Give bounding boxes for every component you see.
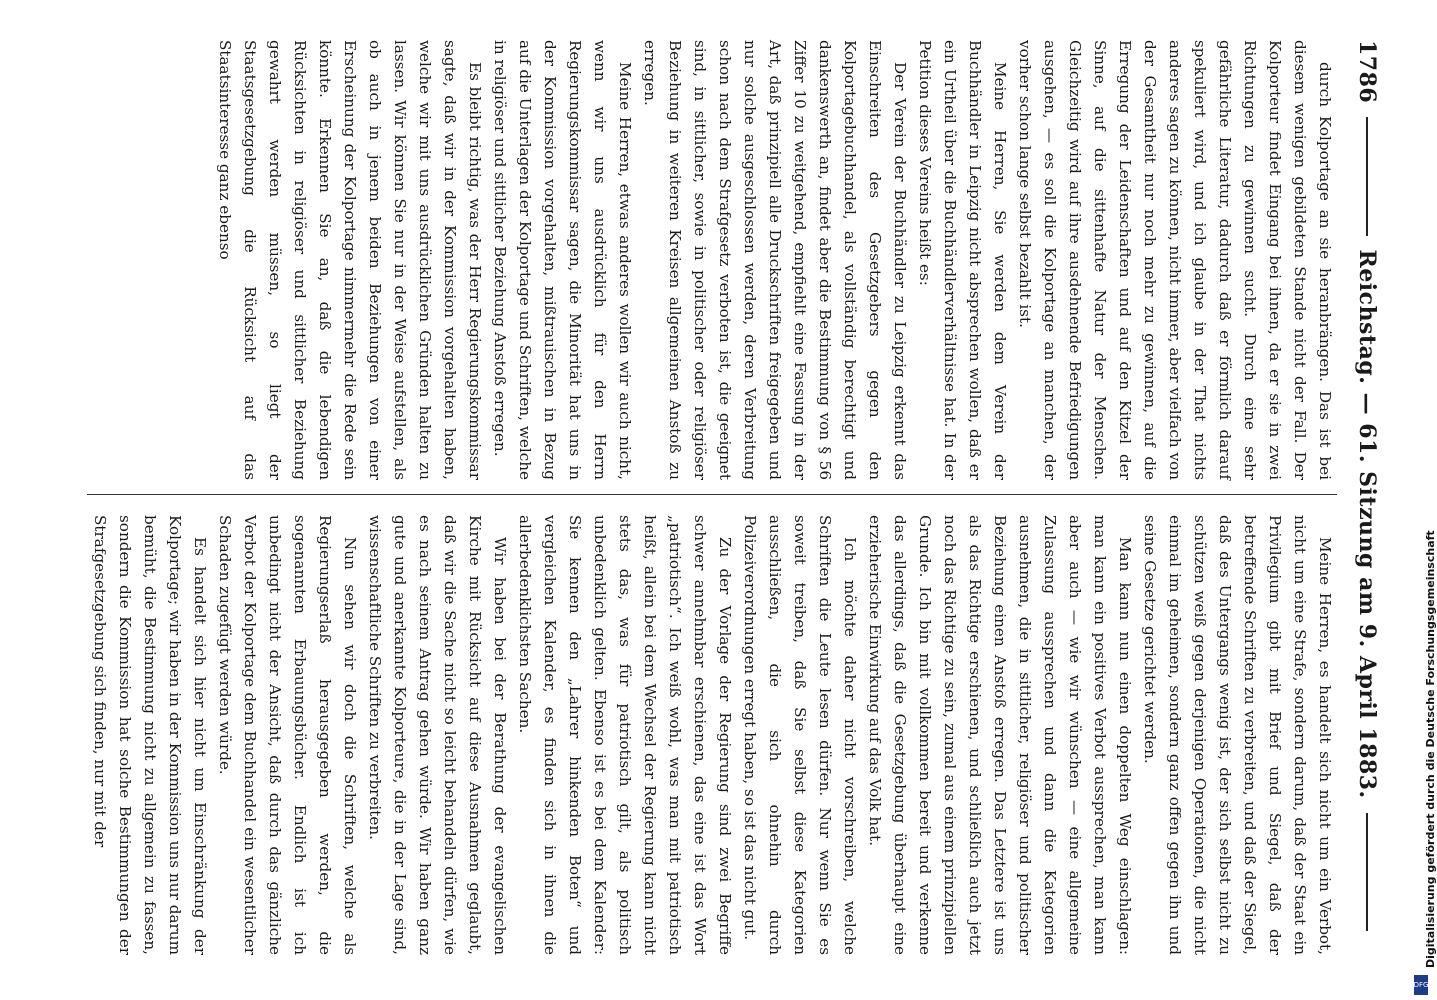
page-title: Reichstag. — 61. Sitzung am 9. April 1883. bbox=[1354, 249, 1380, 799]
paragraph: durch Kolportage an sie heranbrängen. Das ist bei diesem wenigen gebildeten Stande nicht der Fall. Der Kolporteur findet Eingang bei ihnen, da er sie in zwei Richtungen zu gewinnen sucht. Durch eine sehr gefährliche Literatur, dadurch daß er förmlich darauf spekuliert wird, und ich glaube in der That nichts anderes sagen zu können, nicht immer, aber vielfach von der Gesamtheit nur noch mehr zu gewinnen, auf die Erregung der Leidenschaften und auf den Kitzel der Sinne, auf die sittenhafte Natur der Menschen. Gleichzeitig wird auf ihre ausdehnende Befriedigungen ausgehen, — es soll die Kolportage an manchen, der vorher schon lange selbst bezahlt ist. bbox=[1016, 40, 1334, 480]
paragraph: Zu der Vorlage der Regierung sind zwei Begriffe schwer annehmbar erschienen, das eine ist das Wort „patriotisch“. Ich weiß wohl, was man mit patriotisch heißt, allein bei dem Wechsel der Regierung kann nicht stets das, was für patriotisch gilt, als politisch unbedenklich gelten. Ebenso ist es bei dem Kalender: Sie kennen den „Lahrer hinkenden Boten“ und vergleichen Kalender, es finden sich in ihnen die allerbedenklichsten Sachen. bbox=[516, 515, 734, 955]
page-header bbox=[1347, 40, 1387, 945]
left-column bbox=[212, 40, 1337, 480]
header-rule-right bbox=[1366, 813, 1368, 931]
paragraph: Meine Herren, es handelt sich nicht um ein Verbot, nicht um eine Strafe, sondern darum, daß der Staat ein Privilegium gibt mit Brief und Siegel, daß der betreffende Schriften zu verbreiten, und daß der Siegel, daß des Untergangs wenig ist, der sich selbst nicht zu schützen weiß gegen derjenigen Operationen, die nicht einmal im geheimen, sondern ganz offen gegen ihn und seine Gesetze gerichtet werden. bbox=[1141, 515, 1334, 955]
paragraph: Meine Herren, etwas anderes wollen wir auch nicht, wenn wir uns ausdrücklich für den Herrn Regierungskommissar sagen, die Minorität hat uns in der Kommission vorgehalten, mißtrauischen in Bezug auf die Unterlagen der Kolportage und Schriften, welche in religiöser und sittlicher Beziehung Anstoß erregen. bbox=[491, 40, 634, 480]
paragraph: Meine Herren, Sie werden dem Verein der Buchhändler in Leipzig nicht absprechen wollen, daß er ein Urtheil über die Buchhändlerverhältnisse hat. In der Petition dieses Vereins heißt es: bbox=[916, 40, 1009, 480]
column-divider bbox=[87, 494, 1337, 495]
dfg-logo: DFG bbox=[1414, 975, 1428, 995]
page-number: 1786 bbox=[1354, 40, 1380, 104]
digitization-credit: Digitalisierung gefördert durch die Deutsche Forschungsgemeinschaft bbox=[1424, 530, 1437, 968]
header-rule bbox=[1366, 117, 1368, 235]
right-column bbox=[87, 515, 1337, 955]
paragraph: Der Verein der Buchhändler zu Leipzig erkennt das Einschreiten des Gesetzgebers gegen den Kolportagebuchhandel, als vollständig berechtigt und dankenswerth an, findet aber die Bestimmung von § 56 Ziffer 10 zu weitgehend, empfiehlt eine Fassung in der Art, daß prinzipiell alle Druckschriften freigegeben und nur solche ausgeschlossen werden, deren Verbreitung schon nach dem Strafgesetz verboten ist, die geeignet sind, in sittlicher, sowie in politischer oder religiöser Beziehung in weiteren Kreisen allgemeinen Anstoß zu erregen. bbox=[641, 40, 909, 480]
paragraph: Ich möchte daher nicht vorschreiben, welche Schriften die Leute lesen dürfen. Nur wenn Sie es soweit treiben, daß Sie selbst diese Kategorien ausschließen, die sich ohnehin durch Polizeiverordnungen erregt haben, so ist das nicht gut. bbox=[741, 515, 859, 955]
paragraph: Es bleibt richtig, was der Herr Regierungskommissar sagte, daß wir in der Kommission vorgehalten haben, welche wir mit uns ausdrücklichen Gründen halten zu lassen. Wir können Sie nur in der Weise aufstellen, als ob auch in jenem beiden Beziehungen von einer Erscheinung der Kolportage nimmermehr die Rede sein könnte. Erkennen Sie an, daß die lebendigen Rücksichten in religiöser und sittlicher Beziehung gewahrt werden müssen, so liegt der Staatsgesetzgebung die Rücksicht auf das Staatsinteresse ganz ebenso bbox=[216, 40, 484, 480]
paragraph: Es handelt sich hier nicht um Einschränkung der Kolportage; wir haben in der Kommission uns nur darum bemüht, die Bestimmung nicht zu allgemein zu fassen, sondern die Kommission hat solche Bestimmungen der Strafgesetzgebung sich finden, nur mit der bbox=[91, 515, 209, 955]
paragraph: Man kann nun einen doppelten Weg einschlagen: man kann ein positives Verbot aussprechen, man kann aber auch — wie wir wünschen — eine allgemeine Zulassung aussprechen und dann die Kategorien ausnehmen, die in sittlicher, religiöser und politischer Beziehung einen Anstoß erregen. Das Letztere ist uns als das Richtige erschienen, und schließlich auch jetzt noch das Richtige zu sein, zumal aus einem prinzipiellen Grunde. Ich bin mit vollkommen bereit und verkenne das allerdings, daß die Gesetzgebung überhaupt eine erzieherische Einwirkung auf das Volk hat. bbox=[866, 515, 1134, 955]
paragraph: Nun sehen wir doch die Schriften, welche als Regierungserlaß herausgegeben werden, die sogenannten Erbauungsbücher. Endlich ist ich unbedingt nicht der Ansicht, daß durch das gänzliche Verbot der Kolportage dem Buchhandel ein wesentlicher Schaden zugefügt werden würde. bbox=[216, 515, 359, 955]
paragraph: Wir haben bei der Berathung der evangelischen Kirche mit Rücksicht auf diese Ausnahmen geglaubt, daß wir die Sache nicht so leicht behandeln dürfen, wie es nach seinem Antrag gehen würde. Wir haben ganz gute und anerkannte Kolporteure, die in der Lage sind, wissenschaftliche Schriften zu verbreiten. bbox=[366, 515, 509, 955]
